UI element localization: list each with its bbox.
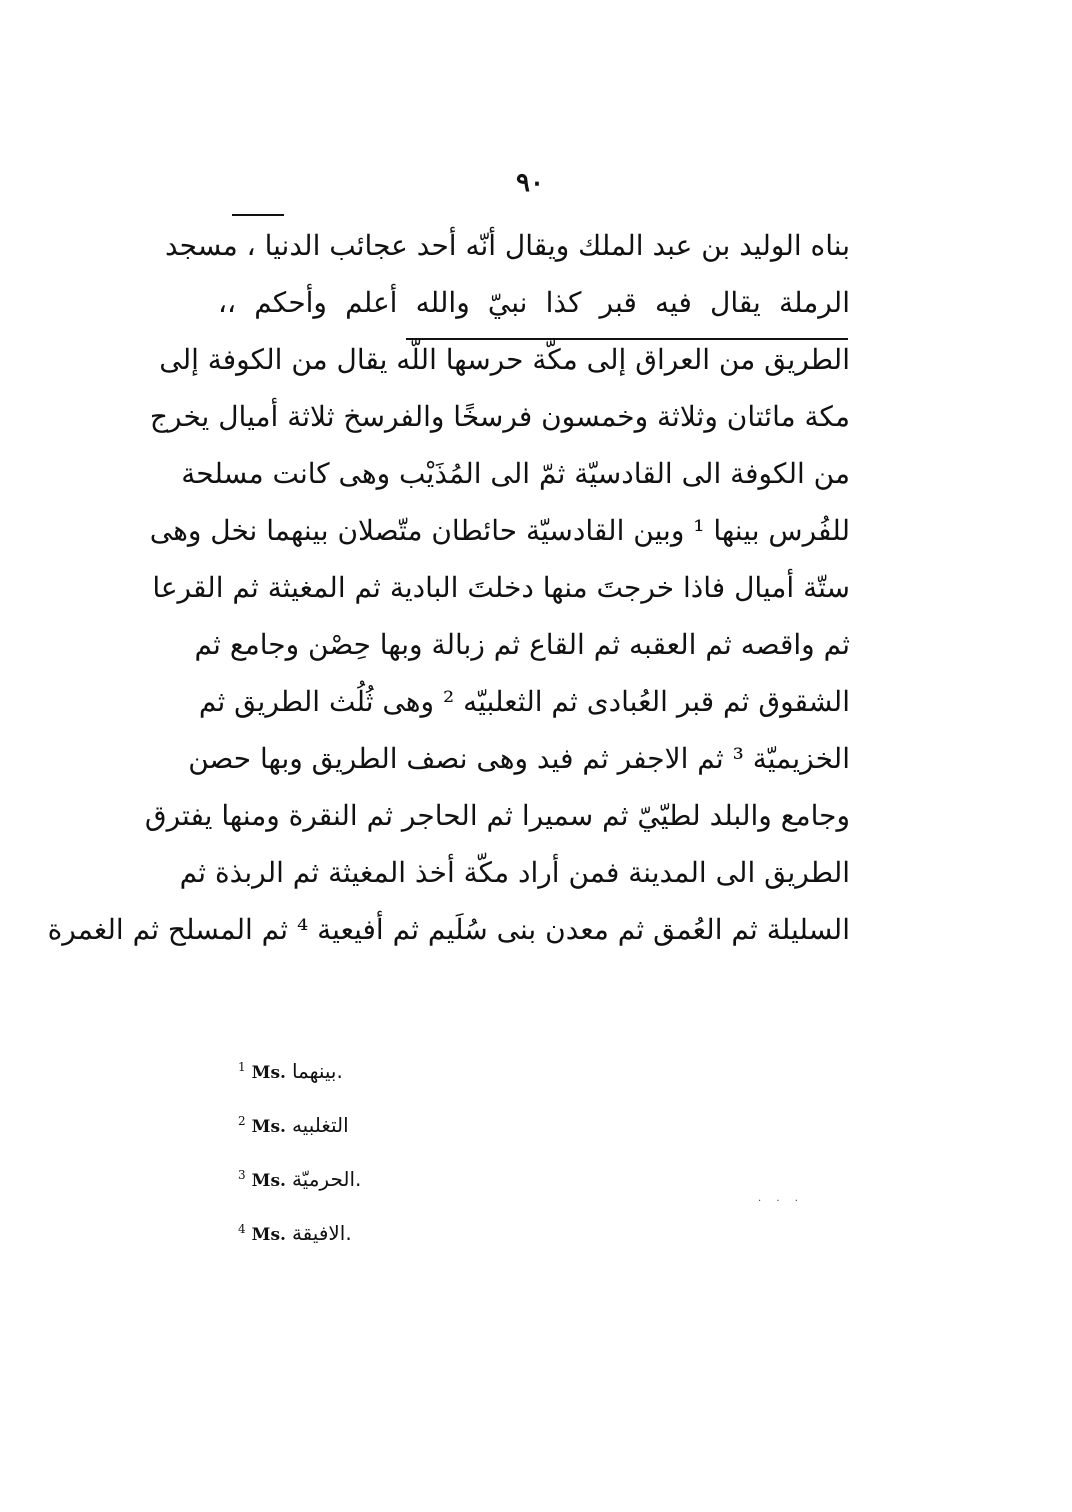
text-line: بناه الوليد بن عبد الملك ويقال أنّه أحد عجائب الدنيا ، مسجد (164, 229, 850, 262)
main-text-block (47, 228, 850, 969)
text-line: الشقوق ثم قبر العُبادى ثم الثعلبيّه ² وهى ثُلُث الطريق ثم (198, 685, 850, 718)
footnote-ms: Ms. (251, 1171, 286, 1191)
footnote-mark: 3 (238, 1168, 246, 1182)
text-line: وجامع والبلد لطيّيّ ثم سميرا ثم الحاجر ثم النقرة ومنها يفترق (144, 799, 850, 832)
text-line: الرملة يقال فيه قبر كذا نبيّ والله أعلم وأحكم ،، (218, 286, 850, 319)
text-line: للفُرس بينها ¹ وبين القادسيّة حائطان متّصلان بينهما نخل وهى (149, 514, 850, 547)
footnotes (238, 1050, 438, 1266)
footnote-ms: Ms. (251, 1225, 286, 1245)
footnote-mark: 1 (238, 1060, 246, 1074)
text-line: مكة مائتان وثلاثة وخمسون فرسخًا والفرسخ ثلاثة أميال يخرج (149, 400, 850, 433)
footnote (238, 1158, 438, 1192)
text-line: السليلة ثم العُمق ثم معدن بنى سُلَيم ثم أفيعية ⁴ ثم المسلح ثم الغمرة (47, 913, 850, 946)
footnote-ms: Ms. (251, 1063, 286, 1083)
text-line: ستّة أميال فاذا خرجتَ منها دخلتَ البادية ثم المغيثة ثم القرعا (152, 571, 850, 604)
text-line: الخزيميّة ³ ثم الاجفر ثم فيد وهى نصف الطريق وبها حصن (188, 742, 850, 775)
footnote (238, 1050, 438, 1084)
text-line: الطريق من العراق إلى مكّة حرسها اللّه يقال من الكوفة إلى (159, 343, 850, 376)
footnote-variant: الحرميّة. (291, 1167, 362, 1191)
text-line: الطريق الى المدينة فمن أراد مكّة أخذ المغيثة ثم الربذة ثم (179, 856, 850, 889)
page-number: ٩٠ (516, 168, 544, 198)
text-line: من الكوفة الى القادسيّة ثمّ الى المُذَيْب وهى كانت مسلحة (181, 457, 850, 490)
top-rule (232, 214, 284, 216)
text-line: ثم واقصه ثم العقبه ثم القاع ثم زبالة وبها حِصْن وجامع ثم (194, 628, 850, 661)
print-specks: · · · (758, 1196, 804, 1207)
footnote (238, 1104, 438, 1138)
footnote-ms: Ms. (251, 1117, 286, 1137)
footnote-mark: 4 (238, 1222, 246, 1236)
footnote-variant: التغلبيه (291, 1113, 349, 1137)
footnote-variant: بينهما. (291, 1059, 343, 1083)
footnote-mark: 2 (238, 1114, 246, 1128)
footnote (238, 1212, 438, 1246)
footnote-variant: الافيقة. (291, 1221, 352, 1245)
